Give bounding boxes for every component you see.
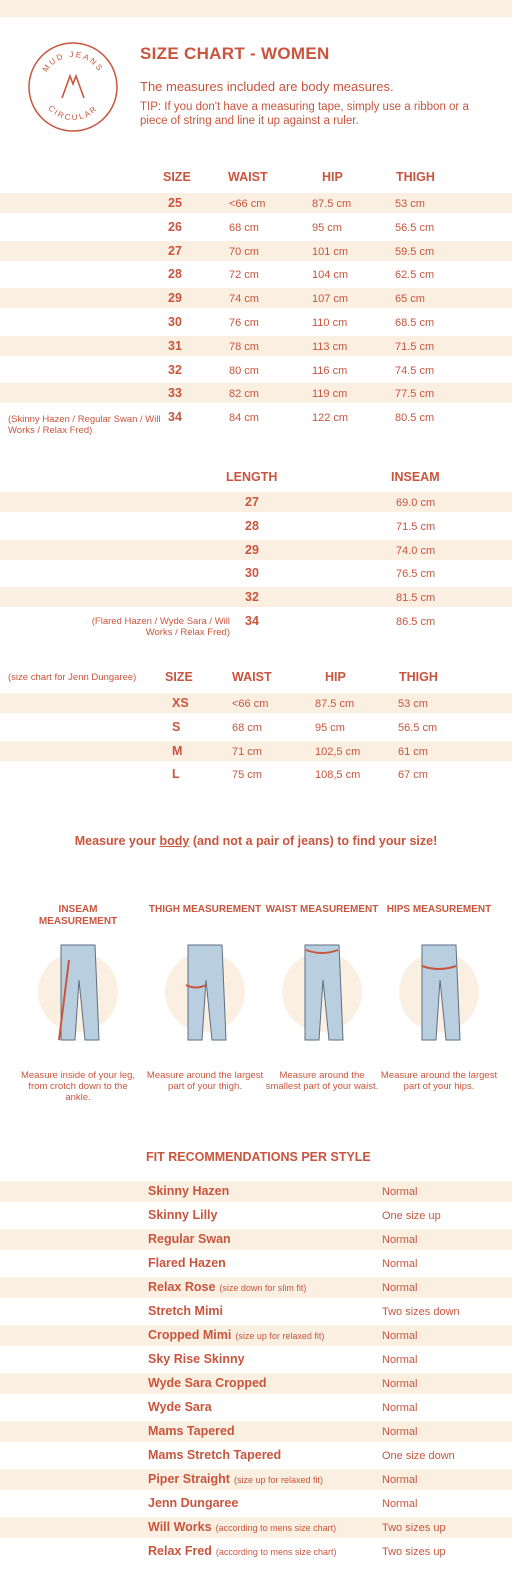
table-row [0, 717, 512, 737]
t3-header-hip: HIP [325, 670, 346, 684]
t2-styles-note: (Flared Hazen / Wyde Sara / Will Works / Relax Fred) [91, 616, 230, 638]
table-cell: 53 cm [395, 198, 425, 210]
table-row [0, 288, 512, 308]
fit-style-name: Relax Fred (according to mens size chart) [148, 1544, 337, 1558]
mud-jeans-logo [26, 40, 120, 134]
fit-row [0, 1397, 512, 1418]
table-cell: 29 [245, 542, 259, 557]
fit-row [0, 1253, 512, 1274]
measurement-title: INSEAM MEASUREMENT [38, 904, 118, 927]
fit-row [0, 1277, 512, 1298]
jeans-hips-icon [380, 940, 498, 1050]
table-row [0, 764, 512, 784]
fit-recommendation: Normal [382, 1282, 418, 1294]
table-row [0, 241, 512, 261]
table-cell: 67 cm [398, 769, 428, 782]
fit-row [0, 1517, 512, 1538]
t1-styles-note: (Skinny Hazen / Regular Swan / Will Works / Relax Fred) [8, 414, 161, 436]
fit-recommendation: Normal [382, 1258, 418, 1270]
fit-recommendation: Normal [382, 1354, 418, 1366]
fit-recommendation: Two sizes down [382, 1306, 460, 1318]
fit-style-name: Sky Rise Skinny [148, 1352, 245, 1366]
table-cell: 62.5 cm [395, 269, 435, 282]
table-row [0, 693, 512, 713]
table-cell: 34 [168, 410, 182, 425]
jeans-thigh-icon [146, 940, 264, 1050]
fit-style-name: Cropped Mimi (size up for relaxed fit) [148, 1328, 325, 1342]
table-row [0, 336, 512, 356]
table-row [0, 563, 512, 583]
t2-header-length: LENGTH [226, 470, 278, 484]
table-cell: 71.5 cm [396, 520, 436, 533]
table-cell: 72 cm [229, 269, 259, 282]
table-cell: 74 cm [229, 293, 259, 306]
fit-row [0, 1541, 512, 1562]
fit-style-name: Skinny Hazen [148, 1184, 230, 1198]
t1-header-size: SIZE [163, 170, 191, 184]
fit-style-note: (size up for relaxed fit) [233, 1475, 324, 1485]
t1-header-thigh: THIGH [396, 170, 435, 184]
table-cell: 113 cm [312, 340, 348, 353]
table-cell: <66 cm [229, 198, 266, 210]
fit-recommendation: Two sizes up [382, 1546, 446, 1558]
table-cell: 122 cm [312, 412, 349, 425]
fit-style-note: (according to mens size chart) [215, 1523, 337, 1533]
fit-row [0, 1421, 512, 1442]
t1-header-waist: WAIST [228, 170, 268, 184]
t1-header-hip: HIP [322, 170, 343, 184]
table-row [0, 611, 512, 631]
fit-row [0, 1325, 512, 1346]
table-cell: 87.5 cm [315, 698, 355, 710]
fit-title: FIT RECOMMENDATIONS PER STYLE [146, 1150, 371, 1164]
table-cell: 70 cm [229, 245, 259, 258]
fit-style-name: Flared Hazen [148, 1256, 226, 1270]
table-cell: 87.5 cm [312, 198, 352, 210]
table-row [0, 516, 512, 536]
table-cell: 80.5 cm [395, 412, 435, 425]
table-row [0, 492, 512, 512]
fit-recommendation: Normal [382, 1234, 418, 1246]
page-title: SIZE CHART - WOMEN [140, 44, 330, 63]
fit-row [0, 1229, 512, 1250]
table-cell: 65 cm [395, 293, 425, 306]
table-cell: 26 [168, 219, 182, 234]
table-cell: 101 cm [312, 245, 349, 258]
table-cell: 74.0 cm [396, 544, 436, 557]
table-cell: 32 [245, 590, 259, 605]
table-cell: 86.5 cm [396, 616, 436, 628]
table-cell: 33 [168, 386, 182, 401]
table-cell: 27 [245, 495, 259, 509]
table-cell: 28 [168, 267, 182, 282]
fit-style-name: Stretch Mimi [148, 1304, 224, 1318]
table-cell: S [172, 719, 181, 734]
top-band [0, 0, 512, 17]
fit-row [0, 1349, 512, 1370]
fit-row [0, 1301, 512, 1322]
table-cell: 27 [168, 243, 182, 258]
table-cell: 71.5 cm [395, 340, 435, 353]
t3-caption: (size chart for Jenn Dungaree) [8, 672, 137, 683]
fit-style-name: Relax Rose (size down for slim fit) [148, 1280, 307, 1294]
table-cell: 84 cm [229, 412, 259, 425]
measurement-title: HIPS MEASUREMENT [386, 904, 492, 915]
table-row [0, 264, 512, 284]
table-cell: 81.5 cm [396, 592, 436, 605]
table-cell: 95 cm [312, 221, 342, 234]
table-cell: 71 cm [232, 745, 262, 758]
fit-recommendation: Normal [382, 1426, 418, 1438]
fit-style-name: Mams Tapered [148, 1424, 235, 1438]
table-cell: 116 cm [312, 364, 348, 377]
table-cell: 30 [168, 315, 182, 329]
table-cell: 76 cm [229, 317, 259, 329]
table-cell: 25 [168, 196, 182, 210]
table-row [0, 383, 512, 403]
table-cell: 28 [245, 518, 259, 533]
tip-text: TIP: If you don't have a measuring tape, simply use a ribbon or a piece of string and line it up against a ruler. [140, 101, 469, 127]
fit-row [0, 1493, 512, 1514]
page-subtitle: The measures included are body measures. [140, 79, 394, 94]
fit-row [0, 1181, 512, 1202]
measurement-description: Measure around the largest part of your hips. [380, 1070, 498, 1092]
measurement-description: Measure around the largest part of your thigh. [146, 1070, 264, 1092]
table-cell: 34 [245, 614, 259, 628]
table-cell: 61 cm [398, 745, 428, 758]
fit-style-name: Mams Stretch Tapered [148, 1448, 282, 1462]
fit-style-note: (according to mens size chart) [215, 1547, 337, 1557]
table-cell: 56.5 cm [398, 721, 438, 734]
table-cell: 110 cm [312, 317, 348, 329]
table-cell: M [172, 743, 183, 758]
table-cell: XS [172, 696, 189, 710]
table-cell: 78 cm [229, 340, 259, 353]
table-cell: 30 [245, 566, 259, 581]
table-cell: 68 cm [232, 721, 262, 734]
measurement-title: THIGH MEASUREMENT [148, 904, 262, 915]
table-row [0, 741, 512, 761]
table-cell: 32 [168, 362, 182, 377]
table-cell: <66 cm [232, 698, 269, 710]
table-cell: 53 cm [398, 698, 428, 710]
fit-recommendation: Two sizes up [382, 1522, 446, 1534]
table-row [0, 193, 512, 213]
fit-row [0, 1445, 512, 1466]
fit-row [0, 1373, 512, 1394]
table-cell: 102,5 cm [315, 745, 361, 758]
table-cell: 119 cm [312, 388, 348, 401]
table-cell: 74.5 cm [395, 364, 435, 377]
fit-style-name: Piper Straight (size up for relaxed fit) [148, 1472, 324, 1486]
table-cell: 69.0 cm [396, 497, 436, 509]
table-cell: L [172, 767, 180, 782]
measurement-description: Measure around the smallest part of your waist. [265, 1070, 379, 1092]
table-row [0, 217, 512, 237]
table-cell: 80 cm [229, 364, 259, 377]
fit-style-name: Jenn Dungaree [148, 1496, 239, 1510]
svg-text:CIRCULAR: CIRCULAR [46, 103, 100, 123]
svg-text:MUD JEANS: MUD JEANS [40, 49, 106, 74]
jeans-waist-icon [263, 940, 381, 1050]
table-cell: 82 cm [229, 388, 259, 401]
fit-recommendation: One size down [382, 1450, 455, 1462]
table-cell: 77.5 cm [395, 388, 435, 401]
fit-style-name: Wyde Sara [148, 1400, 212, 1414]
table-row [0, 360, 512, 380]
fit-recommendation: Normal [382, 1402, 418, 1414]
table-cell: 107 cm [312, 293, 349, 306]
table-row [0, 587, 512, 607]
fit-style-name: Skinny Lilly [148, 1208, 218, 1222]
fit-recommendation: Normal [382, 1474, 418, 1486]
measurement-description: Measure inside of your leg, from crotch down to the ankle. [20, 1070, 136, 1103]
t3-header-size: SIZE [165, 670, 193, 684]
jeans-inseam-icon [19, 940, 137, 1050]
table-cell: 108,5 cm [315, 769, 361, 782]
table-cell: 29 [168, 291, 182, 306]
fit-recommendation: Normal [382, 1498, 418, 1510]
measurement-title: WAIST MEASUREMENT [265, 904, 379, 915]
table-cell: 95 cm [315, 721, 345, 734]
table-cell: 31 [168, 338, 182, 353]
fit-style-name: Will Works (according to mens size chart) [148, 1520, 337, 1534]
table-cell: 104 cm [312, 269, 349, 282]
t2-header-inseam: INSEAM [391, 470, 440, 484]
t3-header-thigh: THIGH [399, 670, 438, 684]
measure-body-callout: Measure your body (and not a pair of jeans) to find your size! [74, 834, 438, 848]
table-cell: 59.5 cm [395, 245, 435, 258]
fit-style-note: (size down for slim fit) [219, 1283, 307, 1293]
table-cell: 68 cm [229, 221, 259, 234]
fit-recommendation: Normal [382, 1330, 418, 1342]
fit-row [0, 1469, 512, 1490]
fit-row [0, 1205, 512, 1226]
table-cell: 76.5 cm [396, 568, 436, 581]
t3-header-waist: WAIST [232, 670, 272, 684]
table-row [0, 312, 512, 332]
fit-style-note: (size up for relaxed fit) [235, 1331, 325, 1341]
fit-style-name: Wyde Sara Cropped [148, 1376, 267, 1390]
fit-recommendation: One size up [382, 1210, 441, 1222]
table-row [0, 540, 512, 560]
fit-recommendation: Normal [382, 1378, 418, 1390]
table-cell: 68.5 cm [395, 317, 435, 329]
table-cell: 75 cm [232, 769, 262, 782]
fit-style-name: Regular Swan [148, 1232, 231, 1246]
table-cell: 56.5 cm [395, 221, 435, 234]
fit-recommendation: Normal [382, 1186, 418, 1198]
